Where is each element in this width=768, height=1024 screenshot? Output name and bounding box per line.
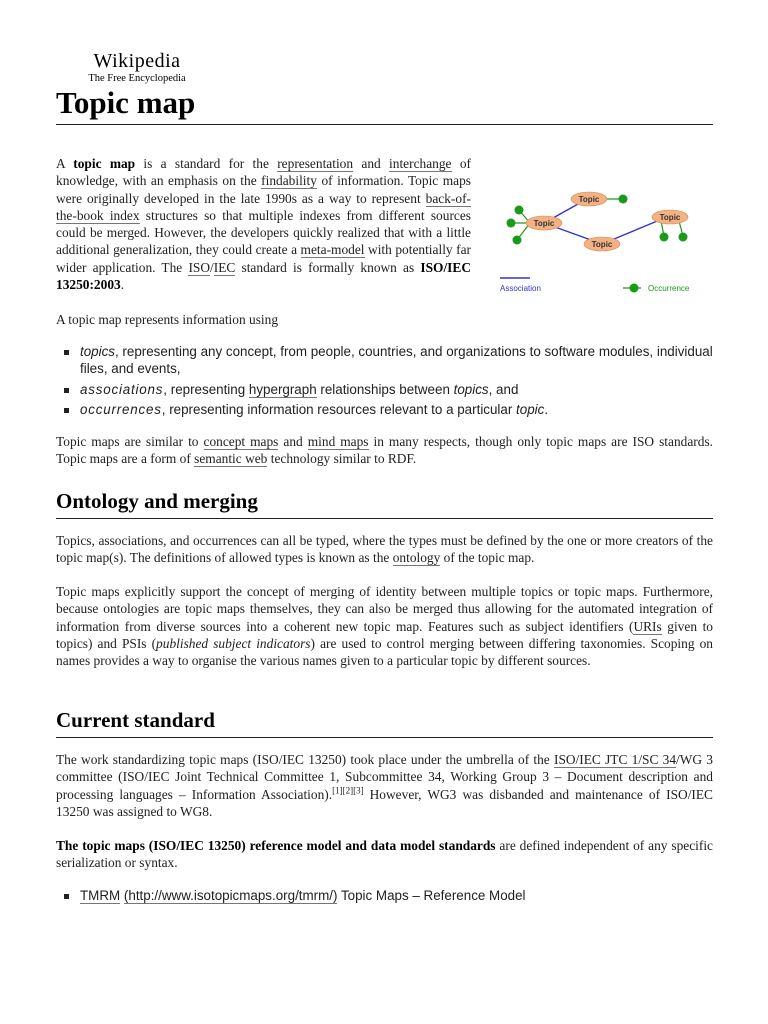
- link-meta-model[interactable]: meta-model: [300, 242, 365, 258]
- section-heading-current-standard: Current standard: [56, 706, 713, 738]
- standard-name: ISO/IEC 13250:2003: [56, 259, 471, 293]
- ontology-paragraph-1: [56, 532, 713, 567]
- text: technology similar to RDF.: [267, 451, 417, 467]
- list-item: [56, 887, 713, 904]
- text: standard is formally known as: [235, 259, 421, 275]
- topic-nodes: [526, 192, 688, 251]
- bullet: [64, 894, 69, 899]
- link-hypergraph[interactable]: hypergraph: [248, 381, 317, 397]
- link-uris[interactable]: URIs: [633, 618, 662, 634]
- text: Topic maps explicitly support the concept of merging of identity between multiple topics or topic maps. Furthermore, because ontologies are topic maps themselves, they can also be merged thus allowing for the automated integration of information from diverse sources into a coherent new topic map. Features such as subject identifiers (: [56, 584, 713, 634]
- legend-occurrence: Occurrence: [648, 284, 690, 293]
- link-findability[interactable]: findability: [261, 173, 317, 189]
- topic-label: Topic: [578, 195, 600, 204]
- text: with potentially far wider application. The: [56, 242, 471, 275]
- text: in many respects, though only topic maps are ISO standards. Topic maps are a form of: [56, 434, 714, 467]
- section-heading-ontology: Ontology and merging: [56, 487, 713, 519]
- list-item: [56, 401, 713, 418]
- link-concept-maps[interactable]: concept maps: [203, 434, 279, 449]
- ontology-paragraph-2: [56, 583, 713, 669]
- text: and: [278, 434, 308, 449]
- standard-paragraph-2: [56, 837, 713, 872]
- text: However, WG3 was disbanded and maintenance of ISO/IEC 13250 was assigned to WG8.: [56, 786, 713, 819]
- text: Topics, associations, and occurrences can all be typed, where the types must be defined by the one or more creators of the topic map(s). The definitions of allowed types is known as the: [56, 533, 713, 566]
- intro-paragraph: [56, 155, 471, 293]
- text: .: [120, 277, 125, 293]
- topic-label: Topic: [533, 219, 555, 228]
- text: , representing information resources relevant to a particular: [161, 401, 517, 417]
- term-topic: topic: [516, 401, 545, 417]
- term-published-subject-indicators: published subject indicators: [156, 635, 311, 651]
- logo-wordmark: Wikipedia: [93, 50, 181, 72]
- text: Topic maps are similar to: [56, 434, 204, 449]
- text: of information. Topic maps were originally developed in the late 1990s as a way to represent: [56, 173, 472, 206]
- text: , representing any concept, from people, countries, and organizations to software modules, individual files, and events,: [80, 344, 713, 377]
- text: are defined independent of any specific serialization or syntax.: [56, 838, 713, 871]
- topic-map-diagram[interactable]: [497, 186, 707, 296]
- diagram-legend: [500, 278, 690, 293]
- text: of knowledge, with an emphasis on the: [56, 156, 471, 189]
- link-back-of-the-book-index[interactable]: back-of-the-book index: [56, 190, 471, 223]
- text: Topic Maps – Reference Model: [337, 888, 526, 903]
- text: is a standard for the: [135, 156, 278, 171]
- bullet: [64, 388, 69, 393]
- bullet: [64, 408, 69, 413]
- logo-tagline: The Free Encyclopedia: [88, 73, 186, 84]
- text: , and: [488, 381, 519, 397]
- intro-paragraph-3: [56, 433, 713, 468]
- wikipedia-logo[interactable]: [77, 50, 197, 85]
- link-tmrm[interactable]: TMRM: [80, 888, 121, 903]
- topic-label: Topic: [659, 213, 681, 222]
- term-topics: topics: [453, 381, 489, 397]
- link-iso-iec-jtc1-sc34[interactable]: ISO/IEC JTC 1/SC 34: [553, 752, 677, 767]
- standard-paragraph-1: [56, 751, 713, 820]
- link-tmrm-url[interactable]: (http://www.isotopicmaps.org/tmrm/): [123, 888, 338, 903]
- text: relationships between: [316, 381, 454, 397]
- text: /WG 3 committee (ISO/IEC Joint Technical Committee 1, Subcommittee 34, Working Group 3 – Document description and processing languages – Information Association).: [56, 752, 713, 802]
- link-representation[interactable]: representation: [277, 156, 354, 171]
- standards-list: [56, 887, 713, 907]
- intro-list-lead: A topic map represents information using: [56, 312, 279, 327]
- text: A: [56, 156, 74, 171]
- link-mind-maps[interactable]: mind maps: [307, 434, 369, 449]
- link-interchange[interactable]: interchange: [389, 156, 452, 171]
- list-item: [56, 343, 713, 378]
- text: , representing: [163, 381, 249, 397]
- text: .: [544, 401, 549, 417]
- text: of the topic map.: [440, 550, 535, 566]
- text: ) are used to control merging between differing taxonomies. Scoping on names provides a way to organise the various names given to a particular topic by different sources.: [56, 635, 713, 669]
- term-associations: associations: [80, 381, 164, 397]
- link-semantic-web[interactable]: semantic web: [194, 451, 268, 467]
- link-iec[interactable]: IEC: [213, 259, 236, 275]
- term-topics: topics: [80, 344, 115, 359]
- citation-links[interactable]: [1][2][3]: [332, 785, 364, 796]
- bullet: [64, 350, 69, 355]
- text: given to topics) and PSIs (: [56, 618, 713, 651]
- text: /: [210, 259, 214, 275]
- term-occurrences: occurrences: [80, 401, 162, 417]
- link-ontology[interactable]: ontology: [392, 550, 441, 566]
- topic-label: Topic: [591, 240, 613, 249]
- standards-emphasis: The topic maps (ISO/IEC 13250) reference model and data model standards: [56, 838, 496, 853]
- text: The work standardizing topic maps (ISO/IEC 13250) took place under the umbrella of the: [56, 752, 554, 767]
- legend-association: Association: [500, 284, 541, 293]
- topic-map-elements-list: [56, 343, 713, 421]
- text: and: [353, 156, 390, 171]
- page-title: Topic map: [56, 84, 713, 125]
- term-topic-map: topic map: [73, 156, 136, 171]
- link-iso[interactable]: ISO: [188, 259, 211, 275]
- list-item: [56, 381, 713, 398]
- text: structures so that multiple indexes from different sources could be merged. However, the developers quickly realized that with a little additional generalization, they could create a: [56, 207, 471, 258]
